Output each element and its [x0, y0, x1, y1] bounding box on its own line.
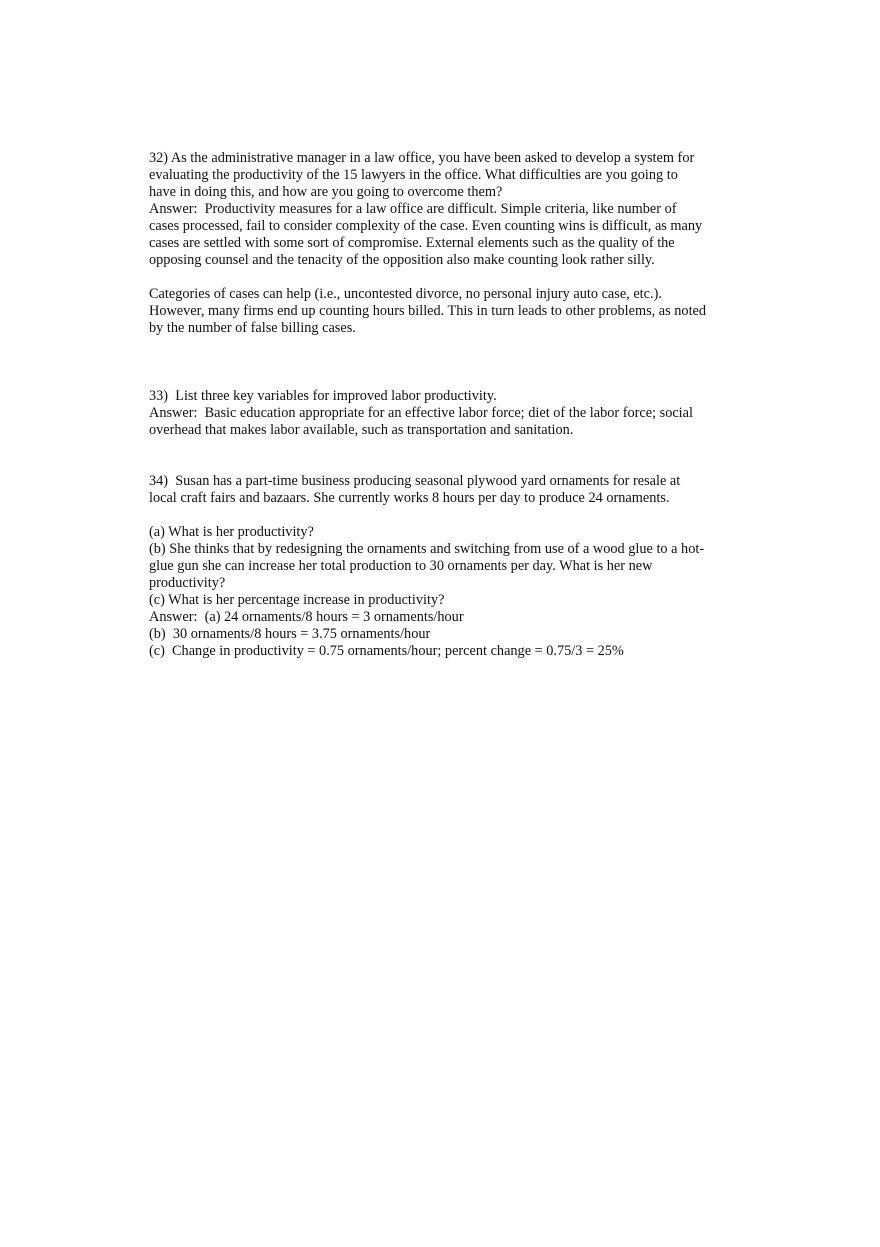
text-line: (c) Change in productivity = 0.75 ornaments/hour; percent change = 0.75/3 = 25%: [149, 643, 624, 659]
question-33: [149, 388, 739, 439]
text-line: Answer: Basic education appropriate for an effective labor force; diet of the labor force; social: [149, 405, 693, 421]
text-line: cases processed, fail to consider complexity of the case. Even counting wins is difficult, as many: [149, 218, 703, 234]
text-line: by the number of false billing cases.: [149, 320, 356, 336]
text-line: overhead that makes labor available, such as transportation and sanitation.: [149, 422, 574, 438]
text-line: Categories of cases can help (i.e., uncontested divorce, no personal injury auto case, etc.).: [149, 286, 662, 302]
paragraph-gap: [149, 507, 739, 524]
text-line: (b) She thinks that by redesigning the ornaments and switching from use of a wood glue to a hot-: [149, 541, 705, 557]
section-gap: [149, 439, 739, 473]
text-line: Answer: (a) 24 ornaments/8 hours = 3 ornaments/hour: [149, 609, 464, 625]
document-page: [149, 150, 739, 660]
text-line: cases are settled with some sort of compromise. External elements such as the quality of the: [149, 235, 675, 251]
text-line: (c) What is her percentage increase in productivity?: [149, 592, 445, 608]
text-line: evaluating the productivity of the 15 lawyers in the office. What difficulties are you going to: [149, 167, 678, 183]
text-line: 32) As the administrative manager in a law office, you have been asked to develop a system for: [149, 150, 695, 166]
text-line: However, many firms end up counting hours billed. This in turn leads to other problems, as noted: [149, 303, 707, 319]
paragraph-gap: [149, 269, 739, 286]
question-34: [149, 473, 739, 660]
text-line: 34) Susan has a part-time business producing seasonal plywood yard ornaments for resale at: [149, 473, 681, 489]
section-gap: [149, 371, 739, 388]
text-line: 33) List three key variables for improved labor productivity.: [149, 388, 497, 404]
text-line: productivity?: [149, 575, 226, 591]
text-line: have in doing this, and how are you going to overcome them?: [149, 184, 503, 200]
text-line: opposing counsel and the tenacity of the opposition also make counting look rather silly.: [149, 252, 655, 268]
question-32: [149, 150, 739, 337]
text-line: Answer: Productivity measures for a law office are difficult. Simple criteria, like number of: [149, 201, 677, 217]
text-line: (b) 30 ornaments/8 hours = 3.75 ornaments/hour: [149, 626, 431, 642]
section-gap: [149, 337, 739, 371]
text-line: local craft fairs and bazaars. She currently works 8 hours per day to produce 24 ornaments.: [149, 490, 670, 506]
text-line: glue gun she can increase her total production to 30 ornaments per day. What is her new: [149, 558, 653, 574]
text-line: (a) What is her productivity?: [149, 524, 314, 540]
